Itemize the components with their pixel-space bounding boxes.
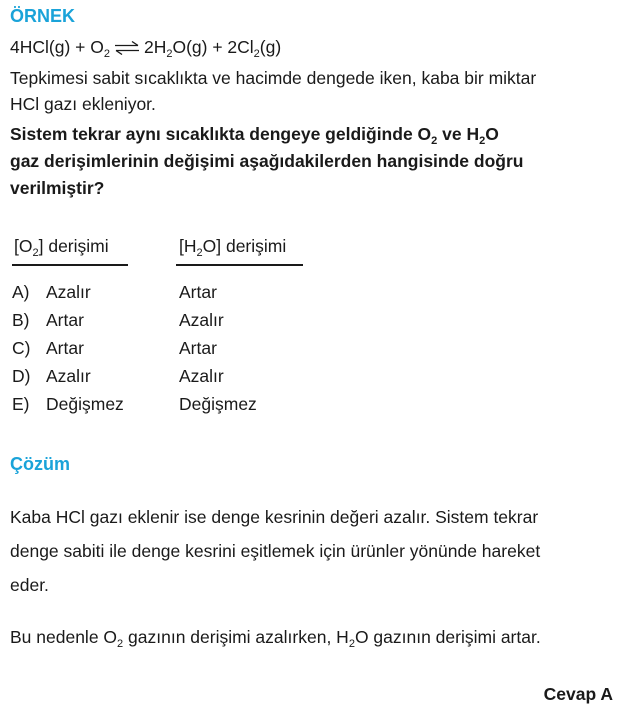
solution-paragraph-1 — [10, 500, 540, 602]
solution-text: gazının derişimi azalırken, H — [123, 627, 349, 647]
equation-state: (g) — [259, 37, 282, 57]
equation-product-2: O(g) + 2Cl — [172, 37, 254, 57]
header-text: O] derişimi — [202, 236, 287, 256]
option-a-h2o: Artar — [179, 282, 217, 302]
equation-reactants: 4HCl(g) + O — [10, 37, 104, 57]
column-header-h2o — [179, 236, 286, 257]
option-letter-b: B) — [12, 310, 30, 330]
solution-subscript: 2 — [348, 638, 355, 650]
solution-text: O gazının derişimi artar. — [354, 627, 541, 647]
option-letter-e: E) — [12, 394, 30, 414]
option-letter-d: D) — [12, 366, 31, 386]
header-text: ] derişimi — [38, 236, 109, 256]
option-d-o2: Azalır — [46, 366, 91, 386]
solution-subscript: 2 — [117, 638, 124, 650]
question-text: ve H — [437, 124, 480, 144]
column-underline-h2o — [176, 264, 303, 266]
equation-subscript: 2 — [166, 48, 173, 60]
option-e-o2: Değişmez — [46, 394, 124, 414]
solution-line-1: Kaba HCl gazı eklenir ise denge kesrinin değeri azalır. Sistem tekrar — [10, 507, 539, 527]
equation-subscript: 2 — [253, 48, 260, 60]
option-d-h2o: Azalır — [179, 366, 224, 386]
question-subscript: 2 — [431, 135, 438, 147]
option-a-o2: Azalır — [46, 282, 91, 302]
option-b-o2: Artar — [46, 310, 84, 330]
intro-line-2: HCl gazı ekleniyor. — [10, 94, 156, 114]
question-line-1 — [10, 121, 499, 147]
equilibrium-arrow-icon — [114, 41, 140, 55]
answer-label: Cevap A — [543, 684, 613, 704]
equation-product-1: 2H — [143, 37, 167, 57]
equation-subscript: 2 — [103, 48, 110, 60]
question-line-3: verilmiştir? — [10, 178, 105, 198]
option-c-h2o: Artar — [179, 338, 217, 358]
option-c-o2: Artar — [46, 338, 84, 358]
question-line-2: gaz derişimlerinin değişimi aşağıdakilerden hangisinde doğru — [10, 151, 524, 171]
column-underline-o2 — [12, 264, 128, 266]
solution-text: Bu nedenle O — [10, 627, 118, 647]
header-subscript: 2 — [196, 247, 203, 259]
question-subscript: 2 — [479, 135, 486, 147]
column-header-o2 — [14, 236, 109, 257]
solution-paragraph-2 — [10, 624, 541, 650]
example-heading: ÖRNEK — [10, 6, 76, 26]
header-subscript: 2 — [32, 247, 39, 259]
question-text: O — [485, 124, 499, 144]
reaction-equation — [10, 34, 281, 60]
option-letter-c: C) — [12, 338, 31, 358]
header-text: [O — [14, 236, 33, 256]
option-e-h2o: Değişmez — [179, 394, 257, 414]
solution-line-3: eder. — [10, 575, 49, 595]
solution-line-2: denge sabiti ile denge kesrini eşitlemek için ürünler yönünde hareket — [10, 541, 541, 561]
header-text: [H — [179, 236, 197, 256]
question-text: Sistem tekrar aynı sıcaklıkta dengeye geldiğinde O — [10, 124, 432, 144]
solution-heading: Çözüm — [10, 454, 70, 474]
intro-line-1: Tepkimesi sabit sıcaklıkta ve hacimde dengede iken, kaba bir miktar — [10, 68, 537, 88]
option-b-h2o: Azalır — [179, 310, 224, 330]
option-letter-a: A) — [12, 282, 30, 302]
